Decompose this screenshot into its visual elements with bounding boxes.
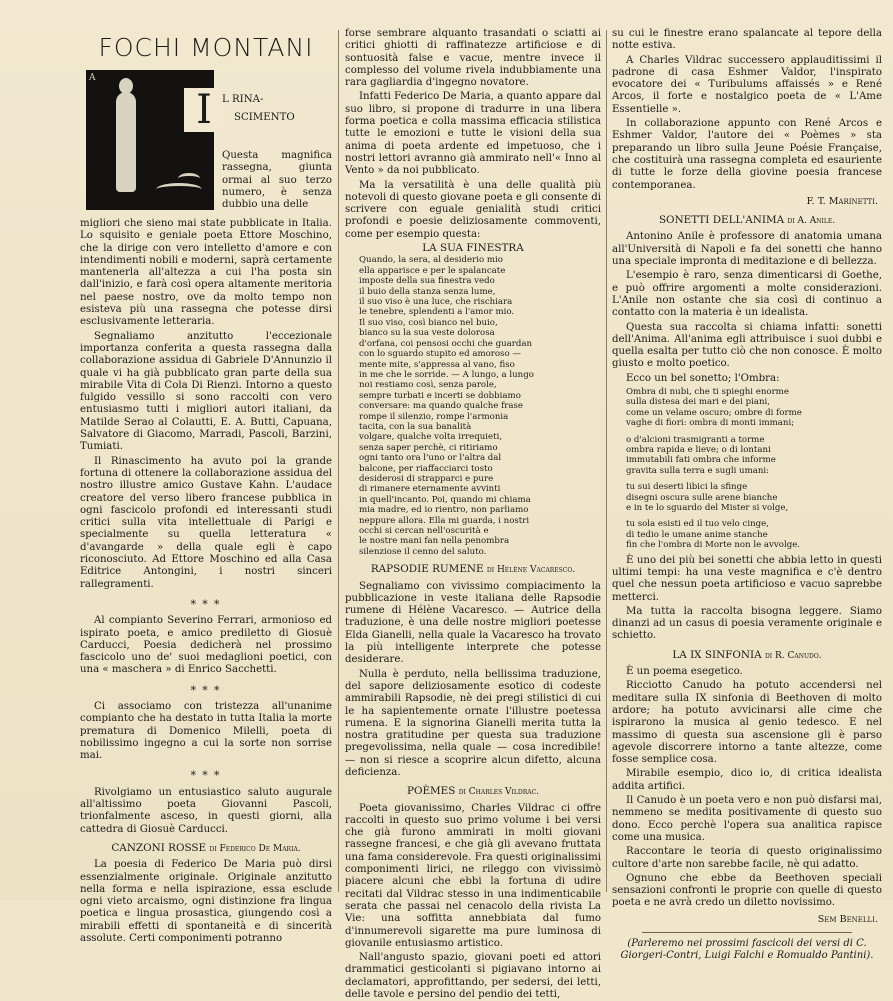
poem-line: ombra rapida e lieve; o di lontani — [626, 445, 771, 456]
paragraph: forse sembrare alquanto trasandati o sciatti ai critici ghiotti di raffinatezze artificiose e di sontuosità false e vacue, mentre invece il complesso del volume rivela indubbiamente una rara gagliardia d'ingegno novatore. — [345, 28, 601, 89]
poem — [359, 243, 601, 557]
paragraph: Raccontare le teoria di questo originalissimo cultore d'arte non sarebbe facile, nè qui adatto. — [612, 846, 882, 870]
section-heading-title: CANZONI ROSSE — [111, 841, 207, 854]
paragraph: migliori che sieno mai state pubblicate in Italia. Lo squisito e geniale poeta Ettore Moschino, che la dirige con vero intelletto d'amore e con intendimenti nobili e moderni, saprà certamente mantenerla all'altezza a cui l'ha posta sin dall'inizio, e farà così opera altamente meritoria nel paese nostro, ove da molto tempo non esisteva più una rassegna che potesse dirsi esclusivamente letteraria. — [80, 218, 332, 328]
poem-line: con lo sguardo stupito ed amoroso — — [359, 349, 521, 360]
monogram-a: A — [89, 73, 96, 83]
section-heading-title: RAPSODIE RUMENE — [370, 563, 484, 576]
section-heading — [345, 563, 601, 576]
column-2 — [345, 28, 601, 1001]
wave-icon — [156, 183, 202, 196]
drop-heading-line-1: L RINA- — [222, 94, 264, 105]
divider — [642, 932, 852, 933]
paragraph: Infatti Federico De Maria, a quanto appare dal suo libro, si propone di tradurre in una libera forma poetica e colla massima efficacia stilistica tutte le emozioni e tutte le visioni della sua anima di poeta ardente ed impetuoso, che i nostri lettori avranno già ammirato nell'« Inno al Vento » da noi pubblicato. — [345, 91, 601, 177]
section-heading-title: SONETTI DELL'ANIMA — [658, 214, 785, 227]
poem-line: sempre turbati e incerti se dobbiamo — [359, 390, 521, 401]
poem-line: neppure allora. Ella mi guarda, i nostri — [359, 515, 530, 526]
paragraph: Rivolgiamo un entusiastico saluto augurale all'altissimo poeta Giovanni Pascoli, trionfalmente asceso, in questi giorni, alla cattedra di Giosuè Carducci. — [80, 786, 332, 835]
section-heading — [612, 649, 882, 662]
paragraph: Antonino Anile è professore di anatomia umana all'Università di Napoli e fa dei sonetti che hanno una speciale impronta di meditazione e di bellezza. — [612, 231, 882, 268]
poem-line: in quell'incanto. Poi, quando mi chiama — [359, 494, 531, 505]
illustrated-initial — [86, 70, 214, 210]
column-rule — [338, 30, 339, 892]
poem-line: il buio della stanza senza lume, — [359, 286, 496, 297]
column-3 — [612, 28, 882, 962]
paragraph: L'esempio è raro, senza dimenticarsi di Goethe, e può offrire argomenti a molte considerazioni. L'Anile non ostante che sia così di continuo a contatto con la materia è un idealista. — [612, 270, 882, 319]
drop-heading — [222, 94, 332, 125]
poem-line: balcone, per riaffacciarci tosto — [359, 463, 493, 474]
section-heading-author: di Charles Vildrac. — [458, 787, 540, 798]
paragraph: Segnaliamo anzitutto l'eccezionale importanza conferita a questa rassegna dalla collaborazione assidua di Gabriele D'Annunzio il quale vi ha già pubblicato gran parte della sua mirabile Vita di Cola Di Rienzi. Intorno a questo fulgido vessillo si sono raccolti con vero entusiasmo tutti i migliori autori italiani, da Matilde Serao al Colautti, E. A. Butti, Capuana, Salvatore di Giacomo, Marradi, Pascoli, Barzini, Tumiati. — [80, 330, 332, 453]
paragraph: La poesia di Federico De Maria può dirsi essenzialmente originale. Originale anzitutto nella forma e nella ispirazione, essa esclude ogni vieto arcaismo, ogni distinzione fra lingua poetica e lingua prosastica, giungendo così a mirabili effetti di spontaneità e di sincerità assolute. Certi componimenti potranno — [80, 859, 332, 945]
section-heading — [345, 785, 601, 798]
poem-line: rompe il silenzio, rompe l'armonia — [359, 411, 509, 422]
sonnet — [626, 387, 882, 551]
drop-cap-block — [80, 70, 332, 218]
poem-line: Il suo viso, così bianco nel buio, — [359, 317, 498, 328]
author-signature: Sem Benelli. — [817, 913, 878, 925]
poem-line: ella appariscе e per le spalancate — [359, 265, 506, 276]
paragraph: Mirabile esempio, dico io, di critica idealista addita artifici. — [612, 768, 882, 792]
poem-line: occhi si cercan nell'oscurità e — [359, 526, 489, 537]
section-heading — [80, 842, 332, 855]
poem-line: il suo viso è una luce, che rischiara — [359, 297, 513, 308]
poem-line: Ombra di nubi, che ti spieghi enorme — [626, 387, 789, 398]
paragraph: Al compianto Severino Ferrari, armonioso ed ispirato poeta, e amico prediletto di Giosuè Carducci, Poesia dedicherà nel prossimo fascicolo uno de' suoi medaglioni poetici, con una « maschera » di Enrico Sacchetti. — [80, 615, 332, 676]
poem-title: LA SUA FINESTRA — [422, 242, 524, 255]
female-figure-icon — [116, 92, 136, 192]
poem-line: fin che l'ombra di Morte non le avvolge. — [626, 540, 801, 551]
paragraph: su cui le finestre erano spalancate al tepore della notte estiva. — [612, 28, 882, 52]
poem-line: ogni tanto ora l'uno or l'altra dal — [359, 453, 502, 464]
poem-line: disegni oscura sulle arene bianche — [626, 492, 778, 503]
poem-line: mia madre, ed io rientro, non parliamo — [359, 505, 529, 516]
poem-line: sulla distesa dei mari e dei piani, — [626, 397, 770, 408]
section-divider: * * * — [190, 683, 222, 697]
poem-line: mente mite, s'appressa al vano, fiso — [359, 359, 515, 370]
poem-line: immutabili fati ombra che informe — [626, 455, 776, 466]
poem-line: gravita sulla terra e sugli umani: — [626, 465, 770, 476]
poem-line: come un velame oscuro; ombre di forme — [626, 407, 802, 418]
section-heading-title: LA IX SINFONIA — [672, 648, 762, 661]
section-heading — [612, 214, 882, 227]
poem-line: desiderosi di strapparci e pure — [359, 473, 494, 484]
poem-line: senza saper perchè, ci ritiriamo — [359, 442, 498, 453]
poem-line: vaghe di fiori: ombra di monti immani; — [626, 418, 795, 429]
section-divider: * * * — [190, 769, 222, 783]
poem-line: d'orfana, coi pensosi occhi che guardan — [359, 338, 533, 349]
paragraph: Nall'angusto spazio, giovani poeti ed attori drammatici gesticolanti si pigiavano intorno ai declamatori, approfittando, per sedersi, dei letti, delle tavole e persino del pendio dei tetti, — [345, 952, 601, 1001]
paragraph: Ecco un bel sonetto; l'Ombra: — [626, 372, 780, 384]
poem-line: imposte della sua finestra vedo — [359, 276, 495, 287]
poem-line: le nostre mani fan nella penombra — [359, 536, 510, 547]
drop-paragraph: Questa magnifica rassegna, giunta ormai al suo terzo numero, è senza dubbio una delle — [222, 150, 332, 211]
paragraph: Ma tutta la raccolta bisogna leggere. Siamo dinanzi ad un casus di poesia veramente originale e schietto. — [612, 605, 882, 642]
poem-line: bianco su la sua veste dolorosa — [359, 328, 495, 339]
poem-line: le tenebre, splendenti a l'amor mio. — [359, 307, 515, 318]
poem-line: conversare: ma quando qualche frase — [359, 401, 524, 412]
section-heading-author: di Federico De Maria. — [209, 843, 301, 854]
author-signature: F. T. Marinetti. — [806, 195, 878, 207]
paragraph: Ma la versatilità è una delle qualità più notevoli di questo giovane poeta e gli consente di scrivere con eguale genialità studi critici profondi e poesie deliziosamente commoventi, come per esempio questa: — [345, 179, 601, 240]
paragraph: Ricciotto Canudo ha potuto accendersi nel meditare sulla IX sinfonia di Beethoven di molto ardore; ha potuto avvicinarsi alle cime che ispirarono la musica al genio tedesco. E nel massimo di questa sua ascensione gli è parso agevole discorrere intorno a tante altezze, come fosse semplice cosa. — [612, 680, 882, 766]
paragraph: È un poema esegetico. — [626, 666, 743, 678]
paragraph: Ci associamo con tristezza all'unanime compianto che ha destato in tutta Italia la morte prematura di Domenico Milelli, poeta di nobilissimo ingegno a cui la sorte non sorrise mai. — [80, 700, 332, 762]
poem-line: Quando, la sera, al desiderio mio — [359, 255, 503, 266]
poem-line: tacita, con la sua banalità — [359, 421, 472, 432]
poem-line: e in te lo sguardo del Mister si volge, — [626, 503, 789, 514]
wave-icon — [178, 173, 200, 184]
column-rule — [606, 30, 607, 892]
editorial-note: (Parleremo nei prossimi fascicoli dei versi di C. Giorgeri-Contri, Luigi Falchi e Romualdo Pantini). — [620, 938, 874, 962]
drop-heading-line-2: SCIMENTO — [234, 112, 295, 124]
section-divider: * * * — [190, 597, 222, 611]
paragraph: Il Rinascimento ha avuto poi la grande fortuna di ottenere la collaborazione assidua del nostro illustre amico Gustave Kahn. L'audace creatore del verso libero francese pubblica in ogni fascicolo profondi ed interessanti studi critici sulla vita intellettuale di Parigi e specialmente su quella letteratura « d'avangarde » della quale egli è capo riconosciuto. Ad Ettore Moschino ed alla Casa Editrice Antongini, i nostri sinceri rallegramenti. — [80, 455, 332, 590]
paragraph: Nulla è perduto, nella bellissima traduzione, del sapore deliziosamente esotico di codeste ammirabili Rapsodie, nè dei pregi stilistici di cui le ha sapientemente ornate l'illustre poetessa rumena. E la signorina Gianelli merita tutta la nostra gratitudine per questa sua traduzione pregevolissima, nella quale — cosa incredibile! — non si riesce a scoprire alcun difetto, alcuna deficienza. — [345, 668, 601, 778]
poem-line: noi restiamo così, senza parole, — [359, 380, 497, 391]
paragraph: In collaborazione appunto con René Arcos e Eshmer Valdor, l'autore dei « Poèmes » sta preparando un libro sulla Jeune Poésie Française, che costituirà una rassegna completa ed esauriente di tutte le forze della giovine poesia francese contemporanea. — [612, 118, 882, 191]
poem-line: di tedio le umane anime stanche — [626, 529, 768, 540]
section-heading-author: di Hélène Vacaresco. — [486, 565, 576, 576]
poem-line: di rimanere eternamente avvinti — [359, 484, 501, 495]
page-title: FOCHI MONTANI — [98, 33, 314, 62]
poem-line: tu sui deserti libici la sfinge — [626, 482, 748, 493]
paragraph: Segnaliamo con vivissimo compiacimento la pubblicazione in veste italiana delle Rapsodie rumene di Hélène Vacaresco. — Autrice della traduzione, è una delle nostre migliori poetesse Elda Gianelli, nella quale la Vacaresco ha trovato la più intelligente interprete che potesse desiderare. — [345, 580, 601, 666]
poem-line: in me che le sorride. — A lungo, a lungo — [359, 369, 534, 380]
poem-line: volgare, qualche volta irrequieti, — [359, 432, 503, 443]
paragraph: Il Canudo è un poeta vero e non può disfarsi mai, nemmeno se medita positivamente di questo suo dono. Ecco perchè l'opera sua analitica rapisce come una musica. — [612, 795, 882, 843]
poem-line: silenziose il cenno del saluto. — [359, 546, 487, 557]
paragraph: A Charles Vildrac successero applauditissimi il padrone di casa Eshmer Valdor, l'inspirato evocatore dei « Turibulums affaissés » e René Arcos, il forte e nostalgico poeta de « L'Ame Essentielle ». — [612, 54, 882, 115]
paragraph: Poeta giovanissimo, Charles Vildrac ci offre raccolti in questo suo primo volume i bei versi che già furono ammirati in molti giovani rassegne francesi, e che già gli avevano fruttata una fama considerevole. Fra questi originalissimi componimenti lirici, ne rileggo con vivissimò piacere alcuni che ebbi la fortuna di udire recitati dal Vildrac stesso in una indimenticabile serata che passai nel cenacolo della rivista La Vie: una soffitta annebbiata dal fumo d'innumerevoli sigarette ma pure luminosa di giovanile entusiasmo artistico. — [345, 802, 601, 949]
initial-letter: I — [184, 88, 224, 132]
section-heading-author: di R. Canudo. — [764, 650, 822, 661]
paragraph: È uno dei più bei sonetti che abbia letto in questi ultimi tempi: ha una veste magnifica e c'è dentro quel che nessun poeta artificioso e vacuo saprebbe metterci. — [612, 554, 882, 603]
column-1 — [80, 28, 332, 945]
section-heading-title: POÈMES — [406, 785, 456, 798]
poem-line: o d'alcioni trasmigranti a torme — [626, 434, 765, 445]
poem-line: tu sola esisti ed il tuo velo cinge, — [626, 519, 769, 530]
paragraph: Questa sua raccolta si chiama infatti: sonetti dell'Anima. All'anima egli attribuisce i suoi dubbi e quella esalta per tutto ciò che non conosce. È molto giusto e molto poetico. — [612, 321, 882, 370]
paragraph: Ognuno che ebbe da Beethoven speciali sensazioni confronti le proprie con quelle di questo poeta e ne avrà credo un diletto novissimo. — [612, 872, 882, 909]
section-heading-author: di A. Anile. — [787, 216, 836, 227]
